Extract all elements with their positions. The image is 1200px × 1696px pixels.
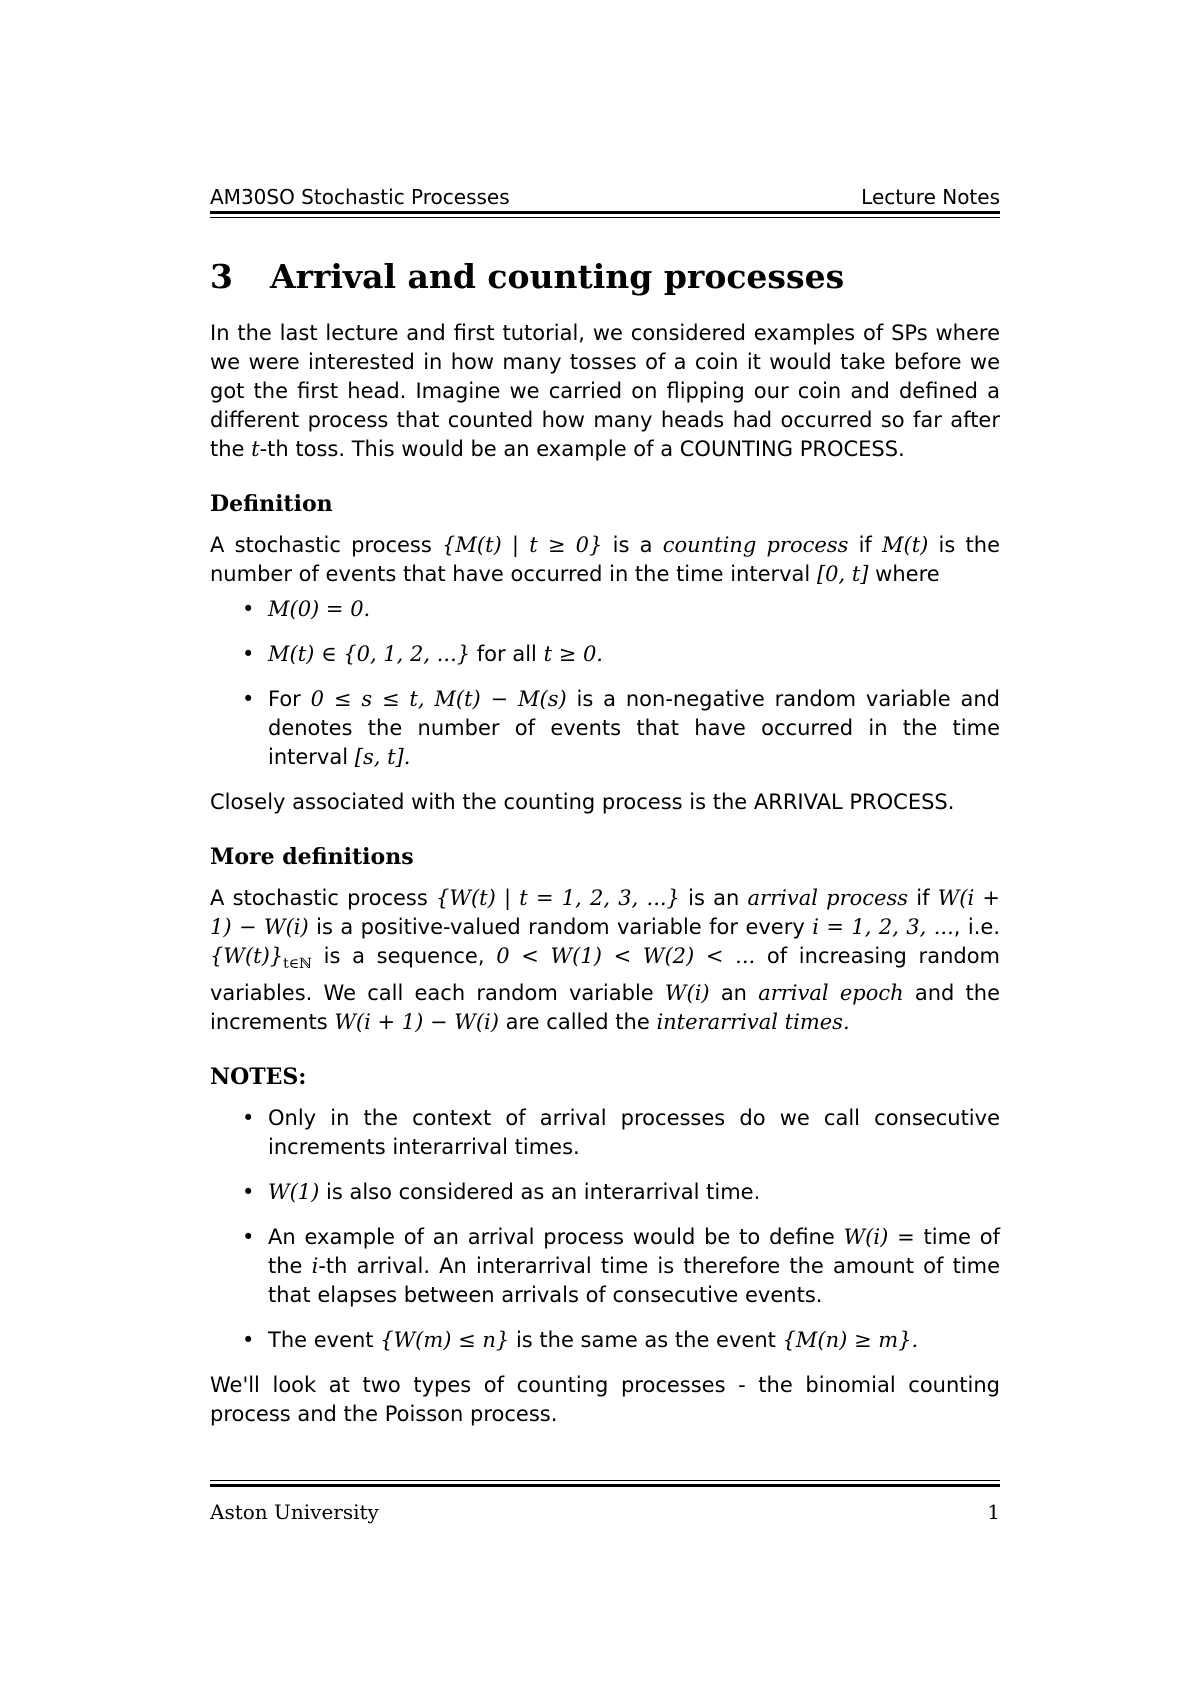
list-item: • An example of an arrival process would be to define W(i) = time of the i-th arrival. An interarrival time is therefore the amount of time that elapses between arrivals of consecutive events. bbox=[242, 1225, 1001, 1307]
footer-institution: Aston University bbox=[210, 1500, 379, 1524]
notes-heading: NOTES: bbox=[210, 1064, 307, 1090]
page-number: 1 bbox=[987, 1500, 1000, 1524]
more-definitions-heading: More definitions bbox=[210, 844, 414, 870]
arrival-intro-paragraph: Closely associated with the counting process is the ARRIVAL PROCESS. bbox=[210, 790, 955, 814]
list-item: • M(t) ∈ {0, 1, 2, ...} for all t ≥ 0. bbox=[242, 642, 603, 666]
main-content bbox=[210, 255, 1000, 1429]
footer-rule bbox=[210, 1480, 1000, 1487]
intro-paragraph: In the last lecture and first tutorial, we considered examples of SPs where we were interested in how many tosses of a coin it would take before we got the first head. Imagine we carried on flipping our coin and defined a different process that counted how many heads had occurred so far after the t-th toss. This would be an example of a COUNTING PROCESS. bbox=[210, 321, 1000, 461]
arrival-definition-paragraph: A stochastic process {W(t) | t = 1, 2, 3, ...} is an arrival process if W(i + 1) − W(i) is a positive-valued random variable for every i = 1, 2, 3, ..., i.e. $\{W(t)\}_{t\in ℕ}$ is a sequence, 0 < W(1) < W(2) < ... of increasing random variables. We call each random variable W(i) an arrival epoch and the increments W(i + 1) − W(i) are called the interarrival times. bbox=[210, 886, 1001, 1034]
list-item: • Only in the context of arrival processes do we call consecutive increments interarrival times. bbox=[242, 1106, 1000, 1159]
header-rule bbox=[210, 211, 1000, 218]
list-item: • W(1) is also considered as an interarrival time. bbox=[242, 1180, 761, 1204]
section-number: 3 bbox=[210, 257, 233, 296]
notes-list bbox=[210, 1104, 1000, 1355]
list-item: • M(0) = 0. bbox=[242, 597, 371, 621]
header-doc-type: Lecture Notes bbox=[861, 185, 1000, 209]
section-title bbox=[210, 255, 1000, 299]
definition-list bbox=[210, 595, 1000, 772]
closing-paragraph: We'll look at two types of counting processes - the binomial counting process and the Poisson process. bbox=[210, 1373, 1000, 1426]
definition-heading: Definition bbox=[210, 491, 333, 517]
header-course: AM30SO Stochastic Processes bbox=[210, 185, 510, 209]
section-title-text: Arrival and counting processes bbox=[270, 257, 845, 296]
list-item: • The event {W(m) ≤ n} is the same as the event {M(n) ≥ m}. bbox=[242, 1328, 919, 1352]
definition-paragraph: A stochastic process {M(t) | t ≥ 0} is a counting process if M(t) is the number of events that have occurred in the time interval [0, t] where bbox=[210, 533, 1001, 586]
list-item: • For 0 ≤ s ≤ t, M(t) − M(s) is a non-negative random variable and denotes the number of events that have occurred in the time interval [s, t]. bbox=[242, 687, 1000, 769]
